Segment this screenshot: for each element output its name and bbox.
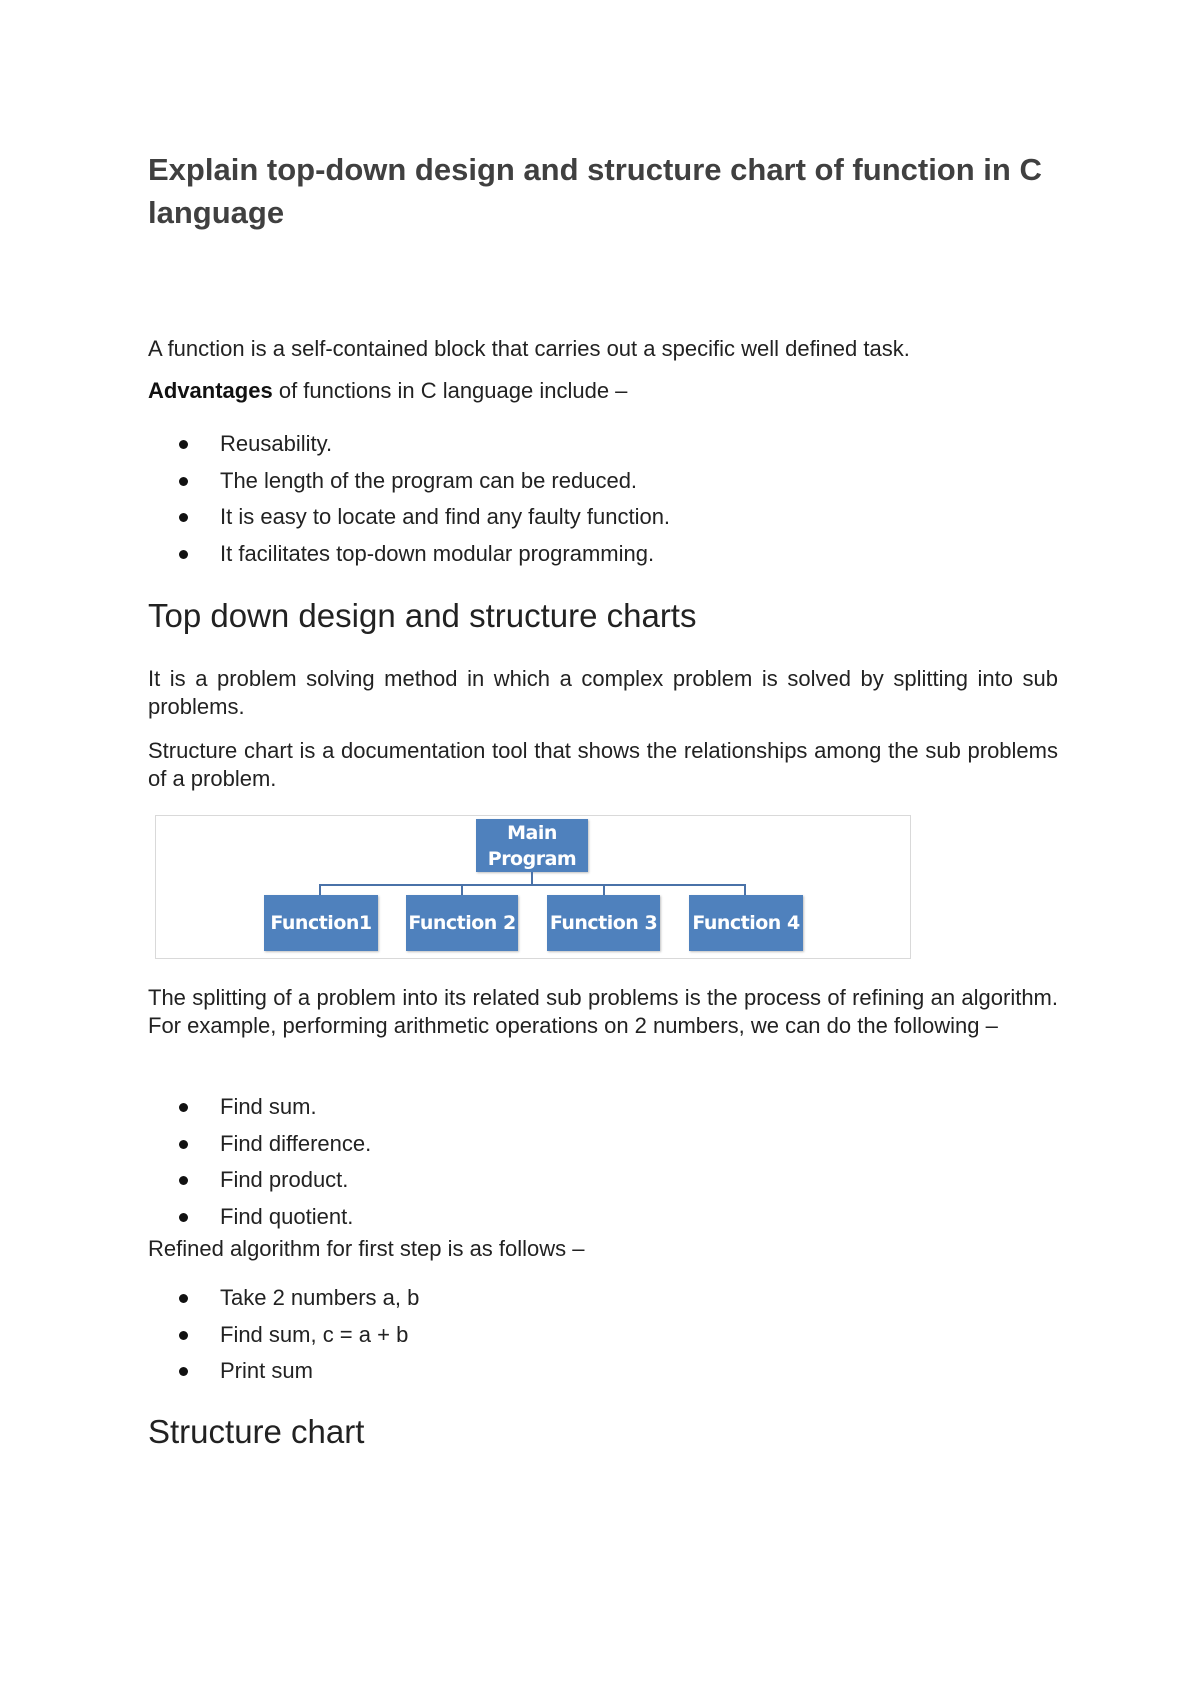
list-item: Find quotient.: [148, 1199, 371, 1236]
list-item: Reusability.: [148, 426, 670, 463]
refined-steps-list: [148, 1280, 419, 1390]
list-item: Take 2 numbers a, b: [148, 1280, 419, 1317]
diagram-function-2-box: Function 2: [406, 895, 518, 951]
advantages-rest: of functions in C language include –: [272, 378, 628, 403]
operations-list: [148, 1089, 371, 1235]
diagram-connector-child-4: [744, 884, 746, 895]
structure-chart-diagram: [155, 815, 911, 959]
section-heading-top-down: Top down design and structure charts: [148, 597, 697, 634]
intro-paragraph: A function is a self-contained block that carries out a specific well defined task.: [148, 336, 910, 361]
bullet-icon: [179, 1103, 188, 1112]
list-item: Find product.: [148, 1162, 371, 1199]
bullet-icon: [179, 550, 188, 559]
section-heading-structure-chart: Structure chart: [148, 1413, 365, 1450]
list-item: Find sum, c = a + b: [148, 1317, 419, 1354]
bullet-icon: [179, 477, 188, 486]
diagram-connector-horizontal: [319, 884, 745, 886]
diagram-connector-child-3: [603, 884, 605, 895]
list-item: Print sum: [148, 1353, 419, 1390]
bullet-icon: [179, 513, 188, 522]
advantages-bold: Advantages: [148, 378, 273, 403]
advantages-list: [148, 426, 670, 572]
section1-paragraph-2: Structure chart is a documentation tool that shows the relationships among the sub problems of a problem.: [148, 738, 1058, 791]
bullet-icon: [179, 1294, 188, 1303]
bullet-icon: [179, 1140, 188, 1149]
section1-paragraph-1: It is a problem solving method in which a complex problem is solved by splitting into sub problems.: [148, 666, 1058, 719]
list-item: Find difference.: [148, 1126, 371, 1163]
bullet-icon: [179, 1213, 188, 1222]
refining-paragraph: The splitting of a problem into its related sub problems is the process of refining an algorithm. For example, performing arithmetic operations on 2 numbers, we can do the following –: [148, 985, 1058, 1038]
diagram-function-4-box: Function 4: [689, 895, 803, 951]
bullet-icon: [179, 1176, 188, 1185]
diagram-connector-child-2: [461, 884, 463, 895]
bullet-icon: [179, 1331, 188, 1340]
diagram-function-1-box: Function1: [264, 895, 378, 951]
diagram-connector-child-1: [319, 884, 321, 895]
refined-algorithm-intro: Refined algorithm for first step is as follows –: [148, 1236, 585, 1261]
diagram-root-box: Main Program: [476, 819, 588, 872]
page-title: Explain top-down design and structure chart of function in C language: [148, 152, 1042, 230]
list-item: The length of the program can be reduced.: [148, 463, 670, 500]
list-item: Find sum.: [148, 1089, 371, 1126]
advantages-intro: [148, 377, 1058, 405]
bullet-icon: [179, 1367, 188, 1376]
diagram-function-3-box: Function 3: [547, 895, 660, 951]
list-item: It is easy to locate and find any faulty function.: [148, 499, 670, 536]
bullet-icon: [179, 440, 188, 449]
list-item: It facilitates top-down modular programming.: [148, 536, 670, 573]
